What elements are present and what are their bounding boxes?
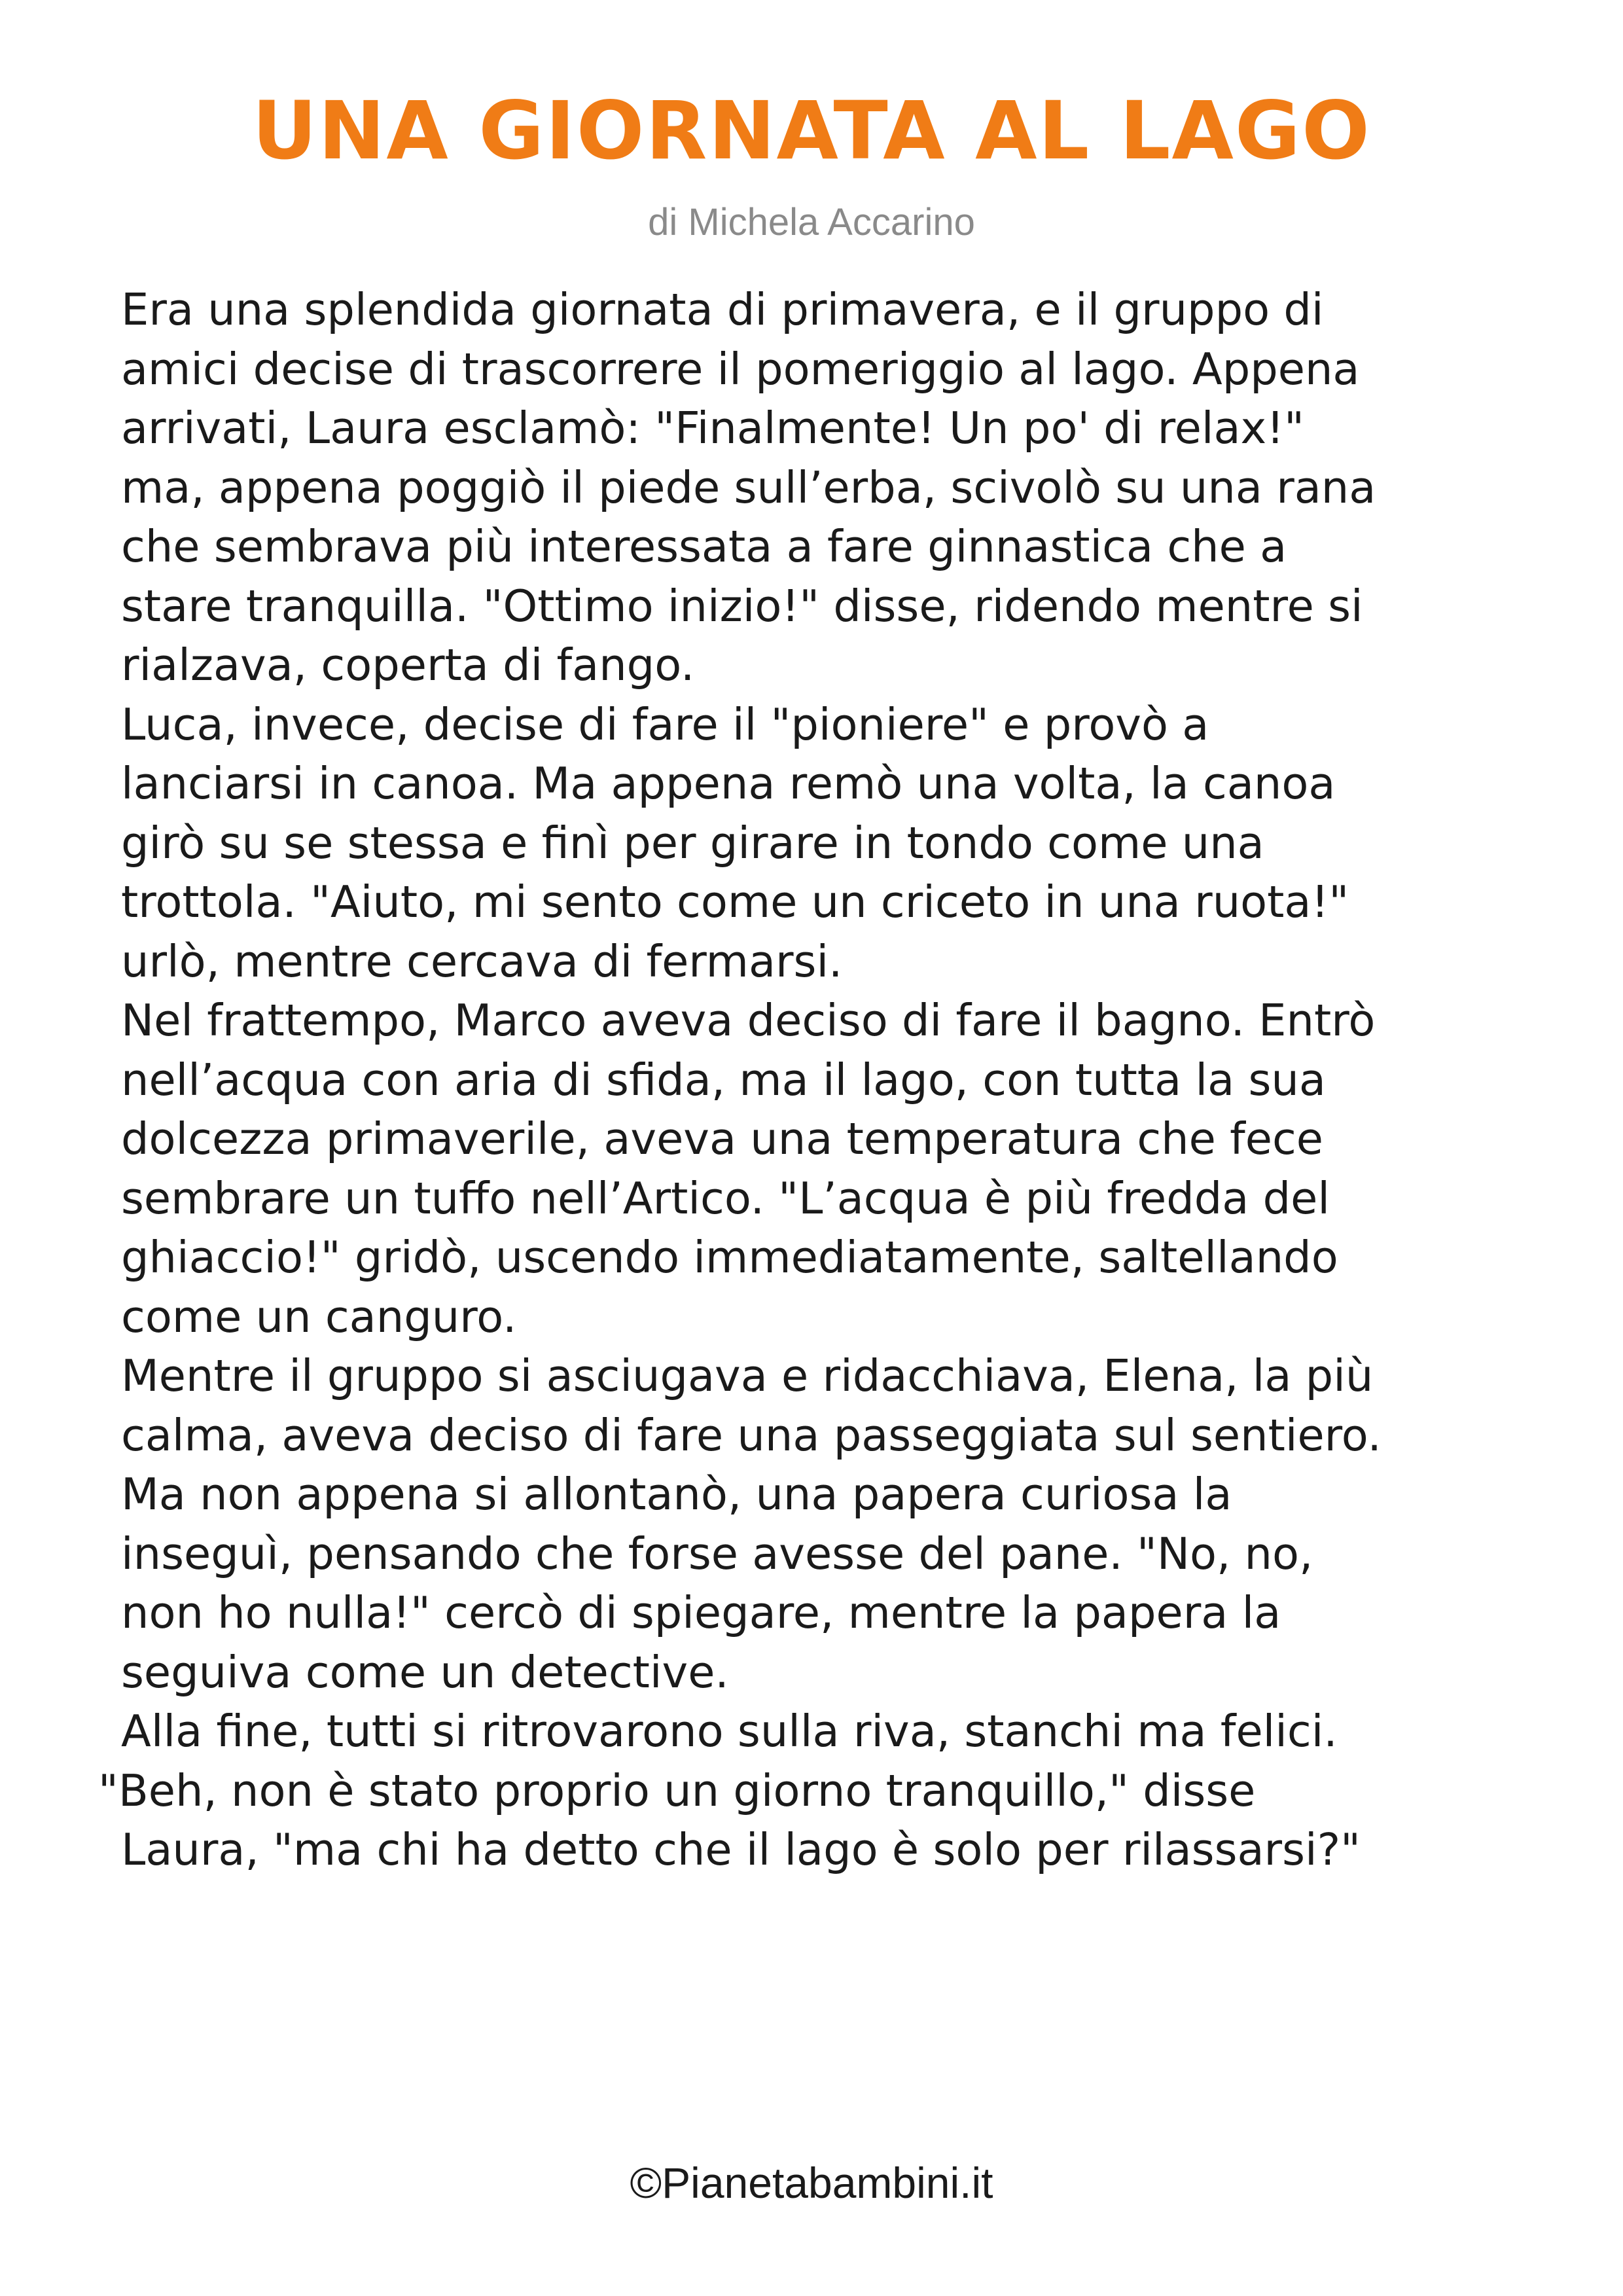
story-line: seguiva come un detective. bbox=[121, 1646, 729, 1698]
story-line: nell’acqua con aria di sfida, ma il lago, con tutta la sua bbox=[121, 1054, 1326, 1105]
story-line: rialzava, coperta di fango. bbox=[121, 639, 695, 691]
story-line: Alla fine, tutti si ritrovarono sulla riva, stanchi ma felici. bbox=[121, 1706, 1338, 1757]
story-line: amici decise di trascorrere il pomeriggio al lago. Appena bbox=[121, 343, 1360, 395]
story-line: "Beh, non è stato proprio un giorno tranquillo," disse bbox=[98, 1765, 1256, 1816]
story-line: inseguì, pensando che forse avesse del pane. "No, no, bbox=[121, 1528, 1313, 1579]
story-line: girò su se stessa e finì per girare in tondo come una bbox=[121, 817, 1264, 869]
story-line: Luca, invece, decise di fare il "pioniere" e provò a bbox=[121, 698, 1209, 750]
story-line: Ma non appena si allontanò, una papera curiosa la bbox=[121, 1469, 1232, 1520]
story-body bbox=[98, 280, 1574, 1880]
story-line: non ho nulla!" cercò di spiegare, mentre la papera la bbox=[121, 1587, 1281, 1638]
story-line: come un canguro. bbox=[121, 1291, 517, 1342]
story-line: Mentre il gruppo si asciugava e ridacchiava, Elena, la più bbox=[121, 1350, 1374, 1401]
story-line: lanciarsi in canoa. Ma appena remò una volta, la canoa bbox=[121, 758, 1336, 809]
story-line: calma, aveva deciso di fare una passeggiata sul sentiero. bbox=[121, 1409, 1382, 1461]
story-line: Era una splendida giornata di primavera, e il gruppo di bbox=[121, 284, 1324, 335]
story-line: arrivati, Laura esclamò: "Finalmente! Un po' di relax!" bbox=[121, 403, 1304, 454]
story-line: che sembrava più interessata a fare ginnastica che a bbox=[121, 521, 1287, 572]
story-title: UNA GIORNATA AL LAGO bbox=[252, 84, 1371, 177]
story-line: ghiaccio!" gridò, uscendo immediatamente, saltellando bbox=[121, 1232, 1338, 1283]
story-author: di Michela Accarino bbox=[648, 201, 975, 243]
copyright-footer: ©Pianetabambini.it bbox=[630, 2159, 993, 2207]
story-line: trottola. "Aiuto, mi sento come un criceto in una ruota!" bbox=[121, 876, 1349, 927]
story-line: sembrare un tuffo nell’Artico. "L’acqua è più fredda del bbox=[121, 1172, 1330, 1224]
story-line: Nel frattempo, Marco aveva deciso di fare il bagno. Entrò bbox=[121, 995, 1376, 1046]
story-line: urlò, mentre cercava di fermarsi. bbox=[121, 935, 843, 987]
story-line: dolcezza primaverile, aveva una temperatura che fece bbox=[121, 1113, 1324, 1164]
story-line: stare tranquilla. "Ottimo inizio!" disse, ridendo mentre si bbox=[121, 580, 1363, 632]
story-line: ma, appena poggiò il piede sull’erba, scivolò su una rana bbox=[121, 461, 1376, 513]
story-line: Laura, "ma chi ha detto che il lago è solo per rilassarsi?" bbox=[121, 1824, 1361, 1875]
